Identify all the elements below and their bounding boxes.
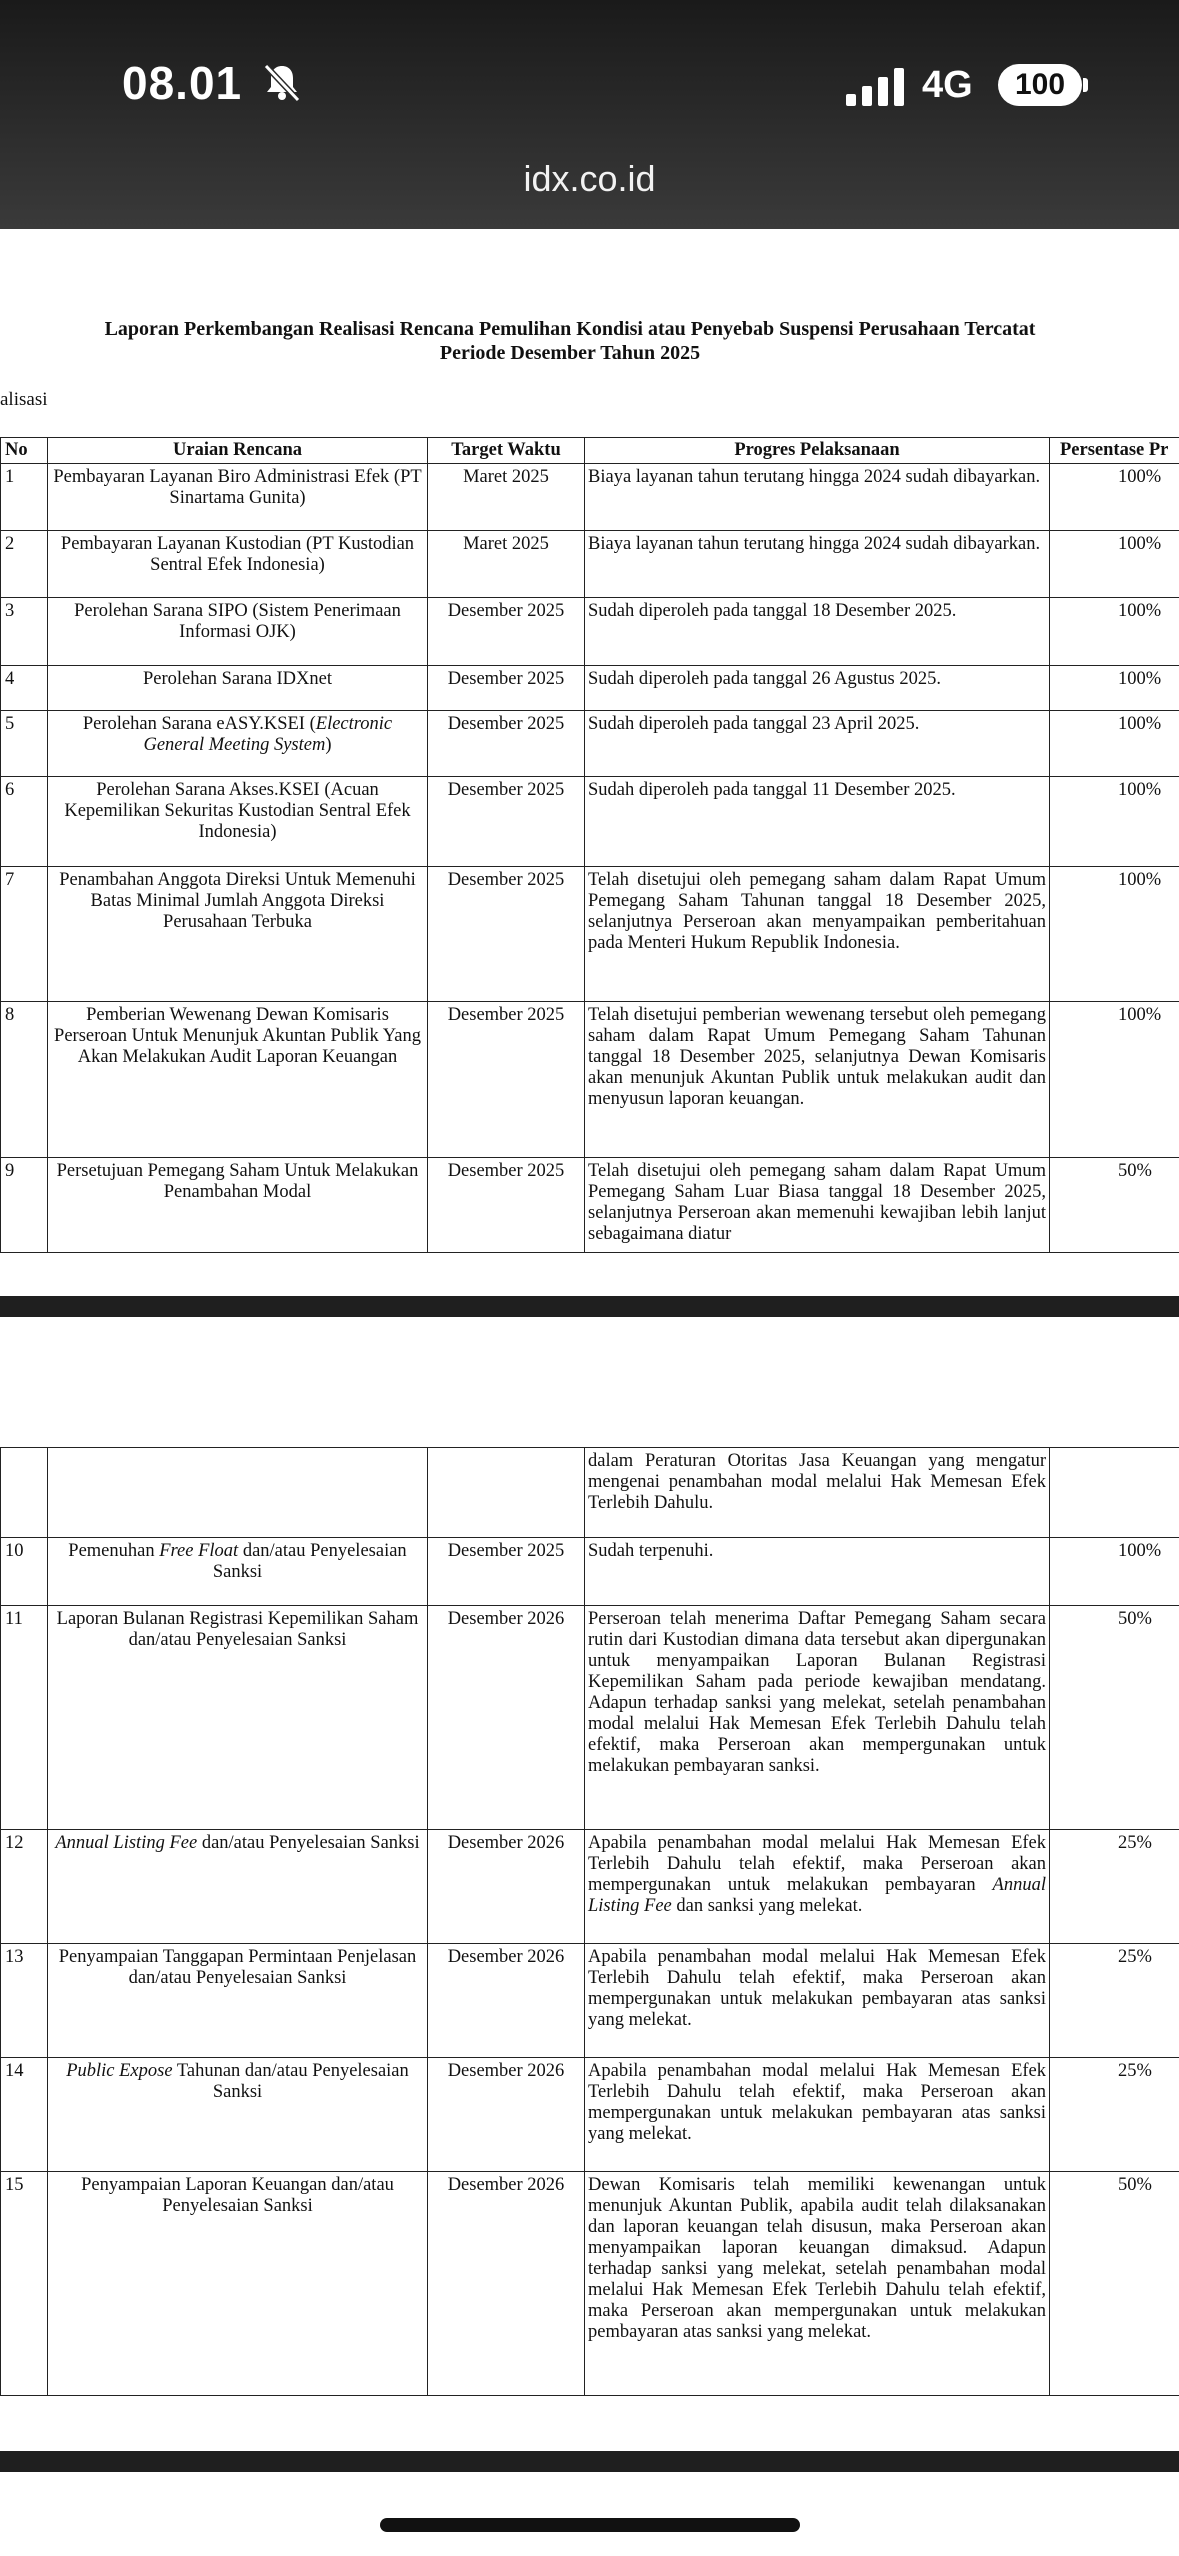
row-no: 4 [1, 666, 48, 711]
table-row [1, 1830, 1179, 1944]
network-type: 4G [922, 64, 973, 106]
col-header-progres: Progres Pelaksanaan [585, 438, 1050, 464]
row-progres: Perseroan telah menerima Daftar Pemegang Saham secara rutin dari Kustodian dimana data tersebut akan dipergunakan untuk menyampaikan Laporan Bulanan Registrasi Kepemilikan Saham pada periode kewajiban mendatang. Adapun terhadap sanksi yang melekat, setelah penambahan modal melalui Hak Memesan Efek Terlebih Dahulu telah efektif, maka Perseroan akan mempergunakan untuk melakukan pembayaran sanksi. [585, 1606, 1050, 1830]
row-target: Desember 2026 [428, 1830, 585, 1944]
row-target: Desember 2025 [428, 666, 585, 711]
row-persentase: 100% [1050, 867, 1179, 1002]
uraian-text: Tahunan dan/atau Penyelesaian Sanksi [172, 2061, 409, 2102]
home-indicator[interactable] [380, 2518, 800, 2532]
status-time: 08.01 [122, 57, 243, 109]
table-row [1, 2058, 1179, 2172]
row-no: 7 [1, 867, 48, 1002]
row-no: 6 [1, 777, 48, 867]
row-uraian [48, 2058, 428, 2172]
uraian-text: dan/atau Penyelesaian Sanksi [212, 1541, 407, 1582]
row-target-empty [428, 1448, 585, 1538]
battery-level: 100 [1014, 68, 1066, 101]
row-persentase: 100% [1050, 1002, 1179, 1158]
table-row [1, 2172, 1179, 2396]
table-row [1, 777, 1179, 867]
row-uraian [48, 1830, 428, 1944]
row-no: 10 [1, 1538, 48, 1606]
row-persentase: 100% [1050, 777, 1179, 867]
row-progres: Sudah diperoleh pada tanggal 18 Desember 2025. [585, 598, 1050, 666]
row-target: Desember 2026 [428, 1606, 585, 1830]
uraian-italic: Electronic General Meeting System [143, 714, 393, 755]
row-progres: Telah disetujui oleh pemegang saham dalam Rapat Umum Pemegang Saham Luar Biasa tanggal 18 Desember 2025, selanjutnya Perseroan akan memenuhi kewajiban lebih lanjut sebagaimana diatur [585, 1158, 1050, 1253]
row-uraian: Perolehan Sarana IDXnet [48, 666, 428, 711]
row-progres: Biaya layanan tahun terutang hingga 2024 sudah dibayarkan. [585, 464, 1050, 531]
row-uraian [48, 711, 428, 777]
row-target: Desember 2025 [428, 867, 585, 1002]
signal-bars-icon [846, 68, 906, 106]
progress-table [0, 437, 1179, 1253]
row-progres: Biaya layanan tahun terutang hingga 2024 sudah dibayarkan. [585, 531, 1050, 598]
row-uraian: Pemberian Wewenang Dewan Komisaris Perseroan Untuk Menunjuk Akuntan Publik Yang Akan Melakukan Audit Laporan Keuangan [48, 1002, 428, 1158]
col-header-uraian: Uraian Rencana [48, 438, 428, 464]
row-progres: Apabila penambahan modal melalui Hak Memesan Efek Terlebih Dahulu telah efektif, maka Perseroan akan mempergunakan untuk melakukan pembayaran atas sanksi yang melekat. [585, 1944, 1050, 2058]
col-header-no: No [1, 438, 48, 464]
row-progres: Sudah diperoleh pada tanggal 23 April 2025. [585, 711, 1050, 777]
row-persentase: 50% [1050, 2172, 1179, 2396]
table-row [1, 711, 1179, 777]
bottom-area [0, 2472, 1179, 2556]
table-row-continuation [1, 1448, 1179, 1538]
row-uraian: Penyampaian Laporan Keuangan dan/atau Penyelesaian Sanksi [48, 2172, 428, 2396]
row-uraian: Penambahan Anggota Direksi Untuk Memenuhi Batas Minimal Jumlah Anggota Direksi Perusahaan Terbuka [48, 867, 428, 1002]
row-target: Maret 2025 [428, 531, 585, 598]
row-uraian: Penyampaian Tanggapan Permintaan Penjelasan dan/atau Penyelesaian Sanksi [48, 1944, 428, 2058]
table-row [1, 666, 1179, 711]
col-header-persentase: Persentase Pr [1050, 438, 1179, 464]
row-progres: Telah disetujui pemberian wewenang tersebut oleh pemegang saham dalam Rapat Umum Pemegang Saham Tahunan tanggal 18 Desember 2025, selanjutnya Dewan Komisaris akan menunjuk Akuntan Publik untuk melakukan audit dan menyusun laporan keuangan. [585, 1002, 1050, 1158]
row-progres: Sudah terpenuhi. [585, 1538, 1050, 1606]
row-persentase: 100% [1050, 666, 1179, 711]
row-no: 8 [1, 1002, 48, 1158]
battery-icon [998, 64, 1082, 106]
progres-text: dan sanksi yang melekat. [671, 1896, 863, 1916]
row-no: 2 [1, 531, 48, 598]
row-uraian: Perolehan Sarana SIPO (Sistem Penerimaan Informasi OJK) [48, 598, 428, 666]
col-header-target: Target Waktu [428, 438, 585, 464]
uraian-italic: Free Float [159, 1541, 239, 1561]
table-row [1, 1002, 1179, 1158]
row-target: Desember 2026 [428, 1944, 585, 2058]
progress-table-continued [0, 1447, 1179, 2396]
row-progres: Telah disetujui oleh pemegang saham dalam Rapat Umum Pemegang Saham Tahunan tanggal 18 Desember 2025, selanjutnya Perseroan akan menyampaikan pemberitahuan pada Menteri Hukum Republik Indonesia. [585, 867, 1050, 1002]
battery-tip [1083, 78, 1088, 92]
row-uraian: Laporan Bulanan Registrasi Kepemilikan Saham dan/atau Penyelesaian Sanksi [48, 1606, 428, 1830]
row-no: 11 [1, 1606, 48, 1830]
table-row [1, 867, 1179, 1002]
row-persentase: 100% [1050, 1538, 1179, 1606]
row-uraian: Pembayaran Layanan Kustodian (PT Kustodian Sentral Efek Indonesia) [48, 531, 428, 598]
row-persentase: 25% [1050, 1830, 1179, 1944]
row-persentase: 25% [1050, 2058, 1179, 2172]
row-progres: Dewan Komisaris telah memiliki kewenangan untuk menunjuk Akuntan Publik, apabila audit telah dilaksanakan dan laporan keuangan telah disusun, maka Perseroan akan menyampaikan laporan keuangan dimaksud. Adapun terhadap sanksi yang melekat, setelah penambahan modal melalui Hak Memesan Efek Terlebih Dahulu telah efektif, maka Perseroan akan mempergunakan untuk melakukan pembayaran atas sanksi yang melekat. [585, 2172, 1050, 2396]
bell-slash-icon [262, 62, 302, 102]
row-target: Desember 2026 [428, 2172, 585, 2396]
document-page-2 [0, 1317, 1179, 2451]
row-progres: Sudah diperoleh pada tanggal 26 Agustus 2025. [585, 666, 1050, 711]
table-row [1, 531, 1179, 598]
progres-text: Apabila penambahan modal melalui Hak Memesan Efek Terlebih Dahulu telah efektif, maka Perseroan akan mempergunakan untuk melakukan pembayaran [588, 1833, 1046, 1895]
table-row [1, 1606, 1179, 1830]
row-progres: Apabila penambahan modal melalui Hak Memesan Efek Terlebih Dahulu telah efektif, maka Perseroan akan mempergunakan untuk melakukan pembayaran atas sanksi yang melekat. [585, 2058, 1050, 2172]
uraian-text: Pemenuhan [68, 1541, 160, 1561]
address-bar-url[interactable]: idx.co.id [523, 158, 656, 199]
uraian-text: dan/atau Penyelesaian Sanksi [197, 1833, 420, 1853]
row-no: 14 [1, 2058, 48, 2172]
row-no: 5 [1, 711, 48, 777]
row-progres [585, 1830, 1050, 1944]
row-target: Desember 2025 [428, 777, 585, 867]
uraian-italic: Annual Listing Fee [55, 1833, 198, 1853]
row-no: 12 [1, 1830, 48, 1944]
table-row [1, 464, 1179, 531]
document-page-1 [0, 229, 1179, 1296]
row-persentase-empty [1050, 1448, 1179, 1538]
row-persentase: 100% [1050, 464, 1179, 531]
row-no: 9 [1, 1158, 48, 1253]
row-target: Desember 2025 [428, 1538, 585, 1606]
row-target: Desember 2025 [428, 1002, 585, 1158]
row-uraian: Persetujuan Pemegang Saham Untuk Melakukan Penambahan Modal [48, 1158, 428, 1253]
table-row [1, 1158, 1179, 1253]
row-progres: Sudah diperoleh pada tanggal 11 Desember 2025. [585, 777, 1050, 867]
row-target: Maret 2025 [428, 464, 585, 531]
row-target: Desember 2025 [428, 1158, 585, 1253]
progres-italic: Annual Listing Fee [588, 1875, 1046, 1916]
row-uraian [48, 1538, 428, 1606]
row-no: 1 [1, 464, 48, 531]
uraian-italic: Public Expose [66, 2061, 173, 2081]
row-target: Desember 2025 [428, 598, 585, 666]
table-row [1, 1944, 1179, 2058]
section-label: alisasi [0, 389, 48, 410]
browser-header [0, 0, 1179, 229]
row-no: 15 [1, 2172, 48, 2396]
row-progres-continuation: dalam Peraturan Otoritas Jasa Keuangan yang mengatur mengenai penambahan modal melalui Hak Memesan Efek Terlebih Dahulu. [585, 1448, 1050, 1538]
table-header-row [1, 438, 1179, 464]
uraian-text: Perolehan Sarana eASY.KSEI ( [82, 714, 316, 734]
row-persentase: 100% [1050, 711, 1179, 777]
row-uraian: Perolehan Sarana Akses.KSEI (Acuan Kepemilikan Sekuritas Kustodian Sentral Efek Indonesia) [48, 777, 428, 867]
row-persentase: 50% [1050, 1606, 1179, 1830]
row-target: Desember 2026 [428, 2058, 585, 2172]
title-line-2: Periode Desember Tahun 2025 [439, 342, 701, 364]
row-persentase: 100% [1050, 531, 1179, 598]
row-uraian-empty [48, 1448, 428, 1538]
row-no-empty [1, 1448, 48, 1538]
document-title [40, 317, 1100, 365]
row-uraian: Pembayaran Layanan Biro Administrasi Efek (PT Sinartama Gunita) [48, 464, 428, 531]
table-row [1, 598, 1179, 666]
row-persentase: 25% [1050, 1944, 1179, 2058]
row-persentase: 50% [1050, 1158, 1179, 1253]
row-no: 3 [1, 598, 48, 666]
row-target: Desember 2025 [428, 711, 585, 777]
title-line-1: Laporan Perkembangan Realisasi Rencana Pemulihan Kondisi atau Penyebab Suspensi Perusahaan Tercatat [104, 318, 1036, 340]
row-persentase: 100% [1050, 598, 1179, 666]
row-no: 13 [1, 1944, 48, 2058]
uraian-text: ) [325, 735, 332, 755]
table-row [1, 1538, 1179, 1606]
